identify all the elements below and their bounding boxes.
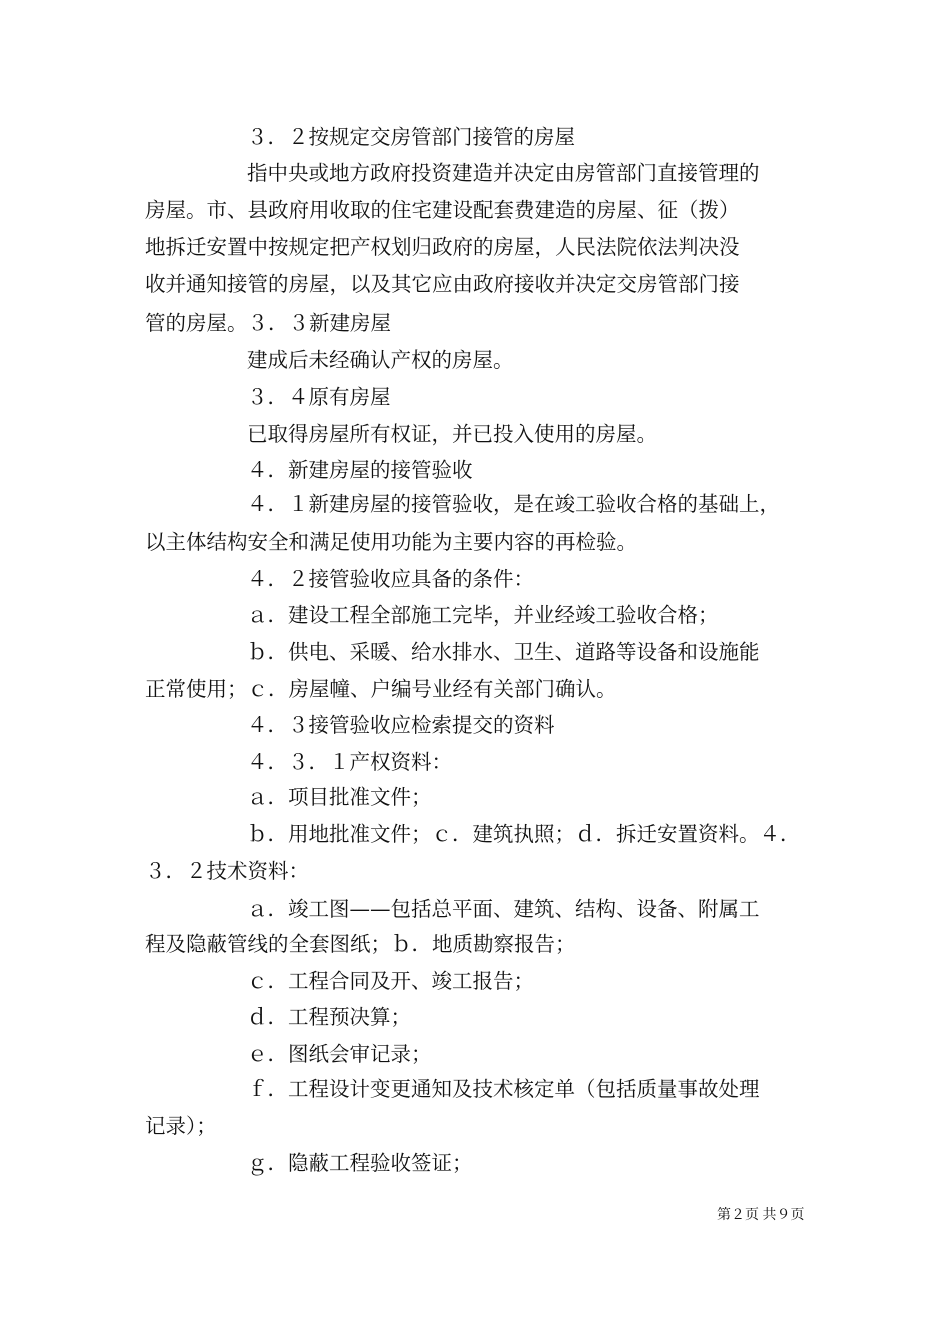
text-line: 房屋。市、县政府用收取的住宅建设配套费建造的房屋、征（拨）: [145, 198, 740, 222]
text-line: ３．２技术资料：: [145, 859, 309, 883]
text-line: ４．新建房屋的接管验收: [247, 458, 473, 482]
text-line: ４．３．１产权资料：: [247, 750, 452, 774]
text-line: ｂ．供电、采暖、给水排水、卫生、道路等设备和设施能: [247, 640, 760, 664]
text-line: ａ．项目批准文件；: [247, 785, 432, 809]
text-line: 程及隐蔽管线的全套图纸；ｂ．地质勘察报告；: [145, 932, 576, 956]
text-line: ａ．竣工图——包括总平面、建筑、结构、设备、附属工: [247, 897, 760, 921]
text-line: 管的房屋。３．３新建房屋: [145, 311, 391, 335]
text-line: ａ．建设工程全部施工完毕，并业经竣工验收合格；: [247, 603, 719, 627]
text-line: ｃ．工程合同及开、竣工报告；: [247, 969, 534, 993]
text-line: 地拆迁安置中按规定把产权划归政府的房屋，人民法院依法判决没: [145, 235, 740, 259]
text-line: ３．４原有房屋: [247, 385, 391, 409]
text-line: 建成后未经确认产权的房屋。: [247, 348, 514, 372]
text-line: 正常使用；ｃ．房屋幢、户编号业经有关部门确认。: [145, 677, 617, 701]
text-line: ３．２按规定交房管部门接管的房屋: [247, 125, 575, 149]
text-line: 收并通知接管的房屋，以及其它应由政府接收并决定交房管部门接: [145, 272, 740, 296]
text-line: ｆ．工程设计变更通知及技术核定单（包括质量事故处理: [247, 1077, 760, 1101]
text-line: 记录）；: [145, 1114, 217, 1138]
text-line: ４．３接管验收应检索提交的资料: [247, 713, 555, 737]
text-line: 指中央或地方政府投资建造并决定由房管部门直接管理的: [247, 161, 760, 185]
text-line: ｇ．隐蔽工程验收签证；: [247, 1151, 473, 1175]
text-line: 已取得房屋所有权证，并已投入使用的房屋。: [247, 422, 657, 446]
text-line: ４．２接管验收应具备的条件：: [247, 567, 534, 591]
text-line: ｂ．用地批准文件；ｃ．建筑执照；ｄ．拆迁安置资料。４．: [247, 822, 801, 846]
text-line: ｄ．工程预决算；: [247, 1005, 411, 1029]
page-number-footer: 第２页 共９页: [717, 1208, 805, 1223]
text-line: ｅ．图纸会审记录；: [247, 1042, 432, 1066]
text-line: 以主体结构安全和满足使用功能为主要内容的再检验。: [145, 530, 637, 554]
text-line: ４．１新建房屋的接管验收，是在竣工验收合格的基础上，: [247, 492, 780, 516]
